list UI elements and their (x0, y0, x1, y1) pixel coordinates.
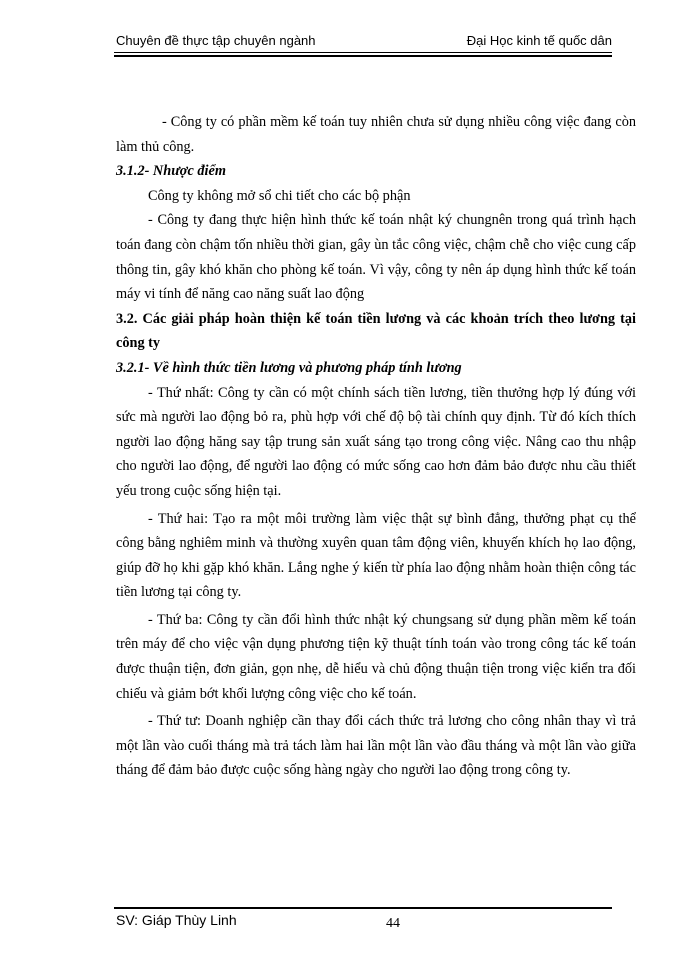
paragraph-second: - Thứ hai: Tạo ra một môi trường làm việc thật sự bình đẳng, thưởng phạt cụ thể công bằng nghiêm minh và thường xuyên quan tâm động viên, khuyến khích họ lao động, giúp đỡ họ khi gặp khó khăn. Lắng nghe ý kiến từ phía lao động nhằm hoàn thiện công tác tiền lương tại công ty. (116, 510, 636, 601)
header-rule-thin (114, 52, 612, 53)
heading-3-2-1: 3.2.1- Về hình thức tiền lương và phương pháp tính lương (116, 359, 462, 376)
header-left-text: Chuyên đề thực tập chuyên ngành (116, 33, 316, 48)
paragraph-software-note: - Công ty có phần mềm kế toán tuy nhiên chưa sử dụng nhiều công việc đang còn làm thủ công. (116, 114, 636, 155)
paragraph-journal-method: - Công ty đang thực hiện hình thức kế toán nhật ký chungnên trong quá trình hạch toán đang còn chậm tốn nhiều thời gian, gây ùn tắc công việc, chậm chễ cho việc cung cấp thông tin, gây khó khăn cho phòng kế toán. Vì vậy, công ty nên áp dụng hình thức kế toán máy vi tính để năng cao năng suất lao động (116, 212, 636, 303)
footer-rule (114, 907, 612, 909)
header-rule-thick (114, 55, 612, 57)
paragraph-third: - Thứ ba: Công ty cần đổi hình thức nhật ký chungsang sử dụng phần mềm kế toán trên máy để cho việc vận dụng phương tiện kỹ thuật tính toán vào trong công tác kế toán được thuận tiện, đơn giản, gọn nhẹ, dễ hiểu và chủ động thuận tiện trong việc kiển tra đối chiếu và giảm bớt khối lượng công việc cho kế toán. (116, 611, 636, 702)
paragraph-first: - Thứ nhất: Công ty cần có một chính sách tiền lương, tiền thưởng hợp lý đúng với sức mà người lao động bỏ ra, phù hợp với chế độ bộ tài chính quy định. Từ đó kích thích người lao động hăng say tập trung sản xuất sáng tạo trong công việc. Nâng cao thu nhập cho người lao động, để người lao động có mức sống cao hơn đảm bảo được nhu cầu thiết yếu trong cuộc sống hiện tại. (116, 384, 636, 499)
heading-3-2: 3.2. Các giải pháp hoàn thiện kế toán tiền lương và các khoản trích theo lương tại công ty (116, 310, 636, 352)
page-header (114, 33, 612, 51)
paragraph-no-ledger: Công ty không mở sổ chi tiết cho các bộ phận (148, 187, 411, 204)
header-right-text: Đại Học kinh tế quốc dân (466, 33, 612, 48)
page-number: 44 (386, 916, 400, 931)
paragraph-fourth: - Thứ tư: Doanh nghiệp cần thay đổi cách thức trả lương cho công nhân thay vì trả một lần vào cuối tháng mà trả tách làm hai lần một lần vào đầu tháng và một lần vào giữa tháng để đảm bảo được cuộc sống hàng ngày cho người lao động trong công ty. (116, 713, 636, 779)
page-body (116, 110, 636, 783)
footer-author: SV: Giáp Thùy Linh (116, 912, 237, 928)
heading-3-1-2: 3.1.2- Nhược điểm (116, 163, 226, 180)
